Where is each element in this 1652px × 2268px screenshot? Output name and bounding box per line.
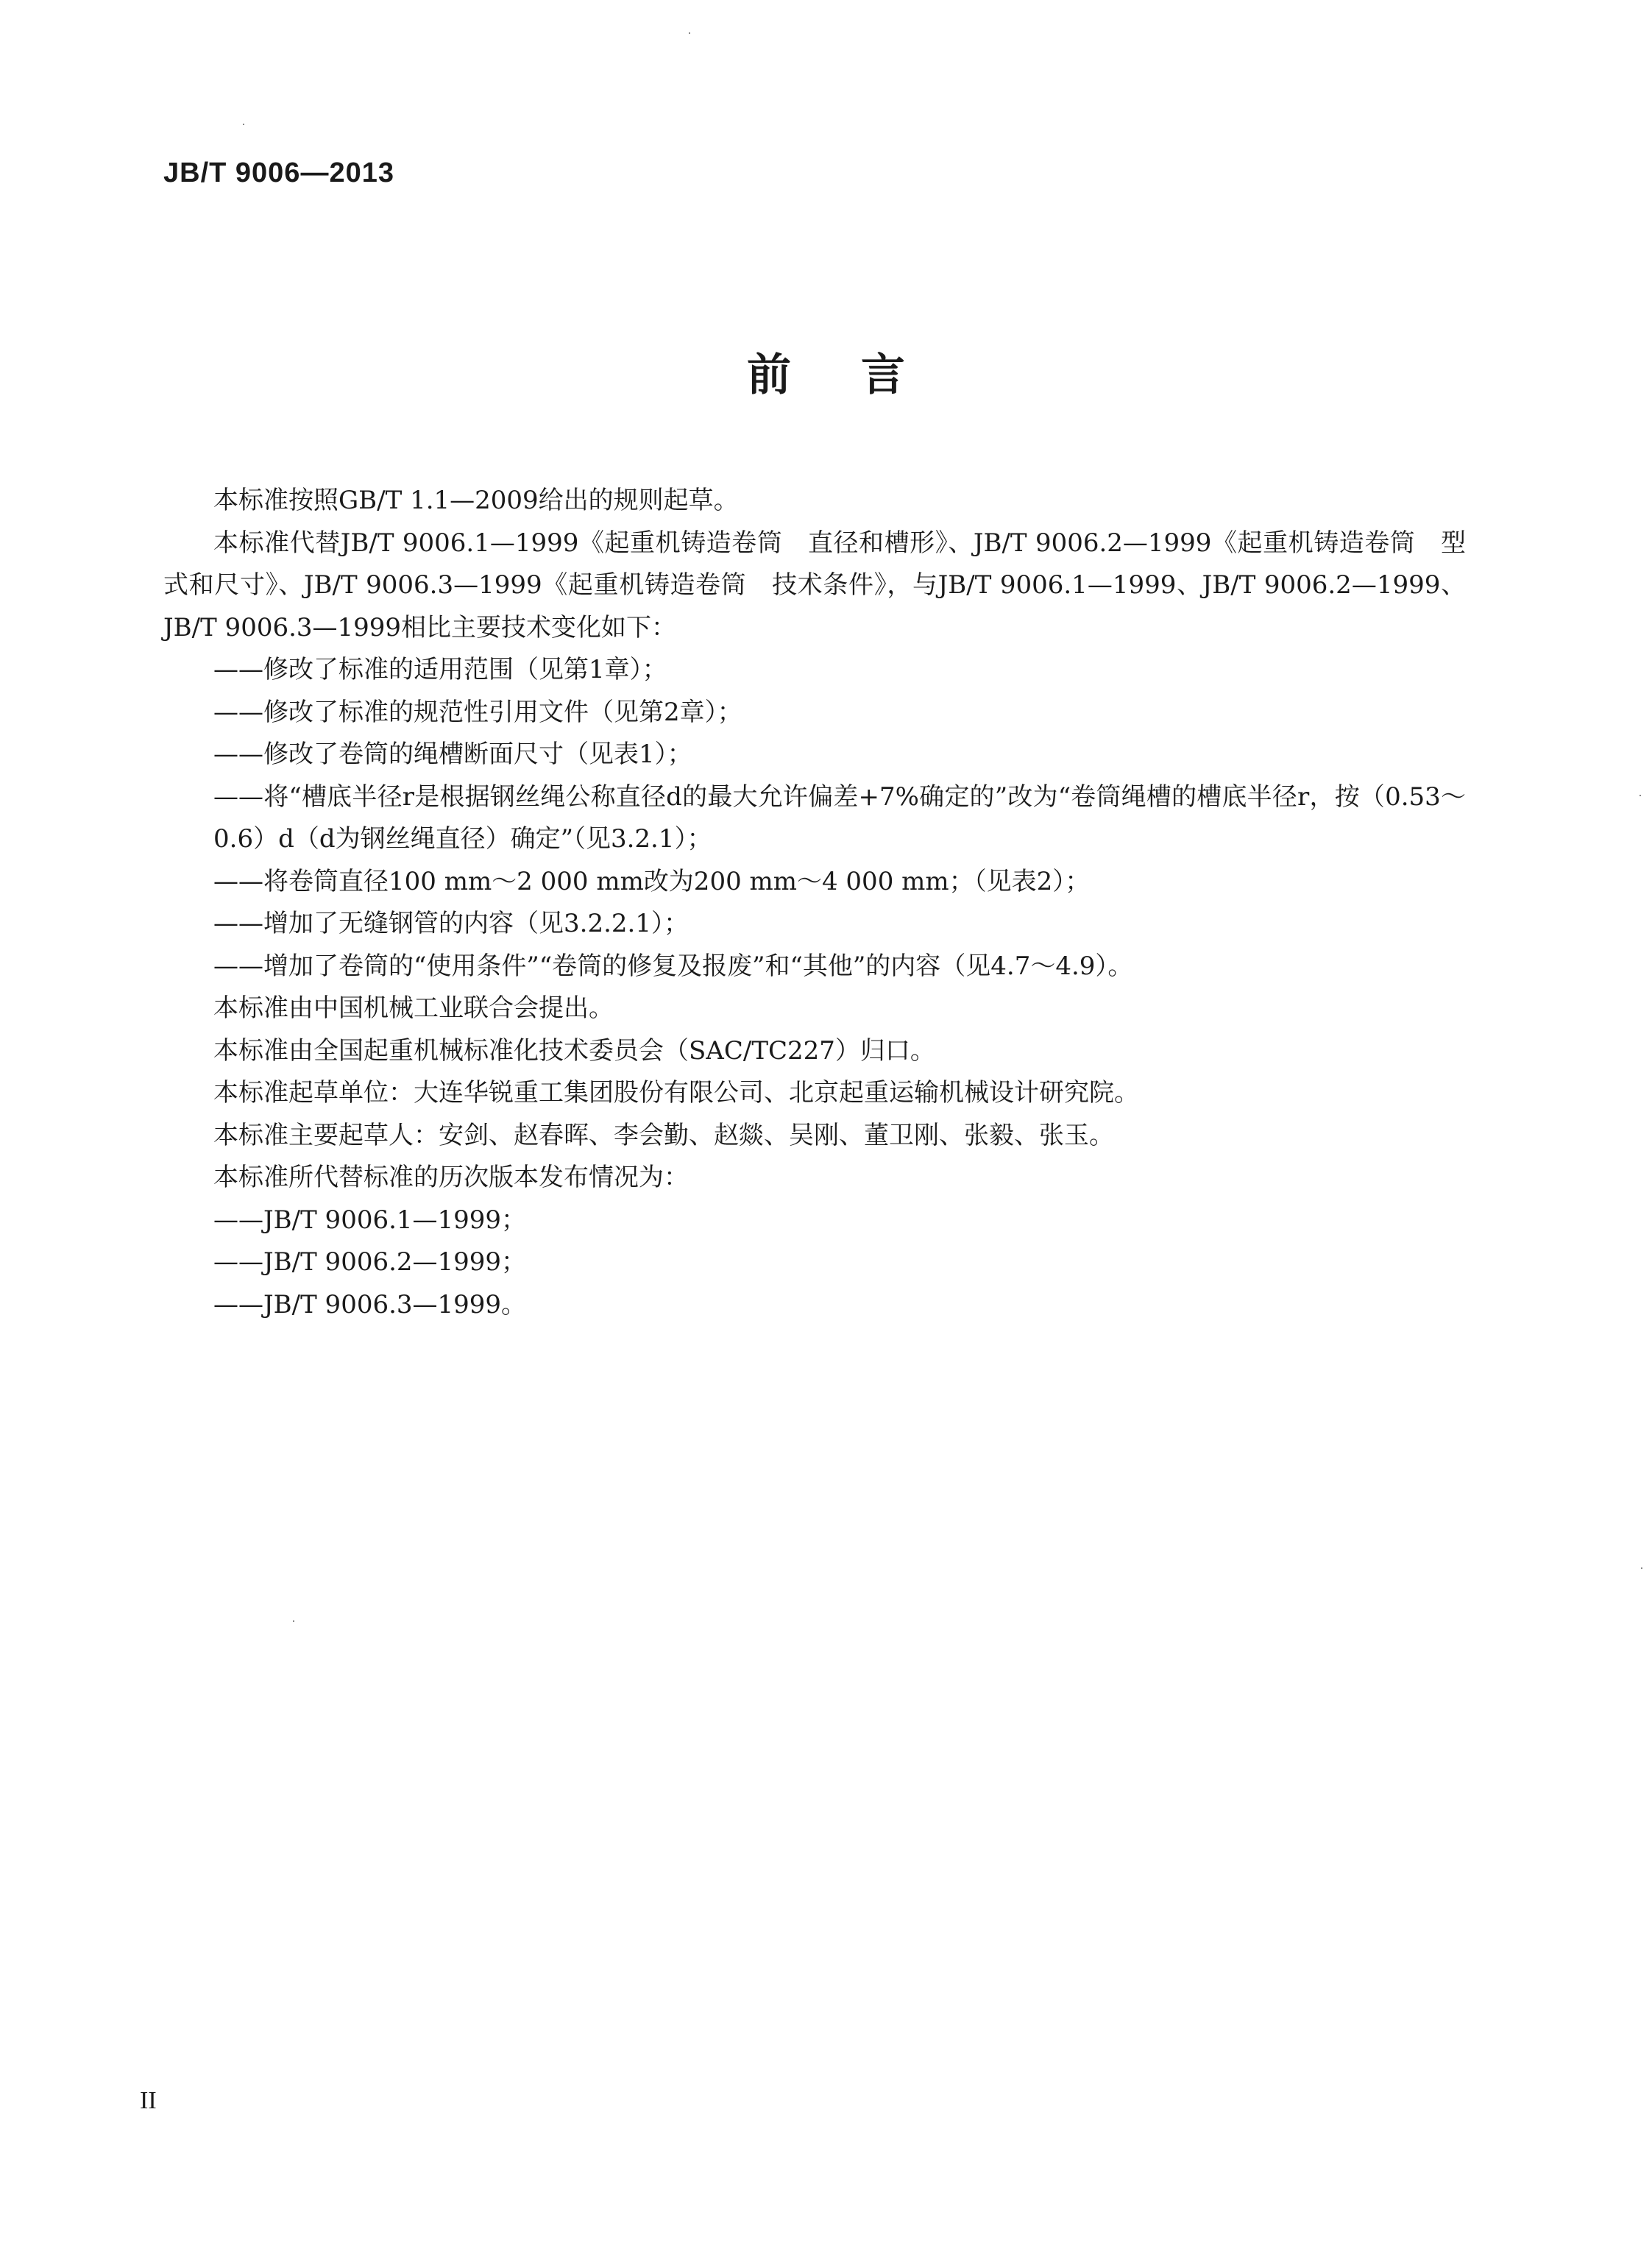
paragraph-drafters: 本标准主要起草人：安剑、赵春晖、李会勤、赵燚、吴刚、董卫刚、张毅、张玉。 (213, 1120, 1114, 1150)
change-item-scope: ——修改了标准的适用范围（见第1章）； (213, 655, 667, 684)
paragraph-history: 本标准所代替标准的历次版本发布情况为： (213, 1163, 689, 1192)
scan-speck (1639, 795, 1641, 796)
change-item-drum-diameter: ——将卷筒直径100 mm～2 000 mm改为200 mm～4 000 mm；（见表2）； (213, 866, 1091, 896)
change-item-references: ——修改了标准的规范性引用文件（见第2章）； (213, 697, 742, 727)
history-item-part3: ——JB/T 9006.3—1999。 (213, 1289, 527, 1319)
change-item-groove-section: ——修改了卷筒的绳槽断面尺寸（见表1）； (213, 740, 692, 769)
scan-speck (689, 32, 690, 34)
change-item-seamless-pipe: ——增加了无缝钢管的内容（见3.2.2.1）； (213, 909, 689, 938)
scan-speck (1641, 1567, 1642, 1569)
change-item-groove-radius: ——将“槽底半径r是根据钢丝绳公称直径d的最大允许偏差+7%确定的”改为“卷筒绳槽的槽底半径r，按（0.53～0.6）d（d为钢丝绳直径）确定”（见3.2.1）； (213, 782, 1466, 854)
paragraph-proposer: 本标准由中国机械工业联合会提出。 (213, 993, 614, 1023)
standard-code: JB/T 9006—2013 (163, 157, 394, 188)
history-item-part2: ——JB/T 9006.2—1999； (213, 1247, 527, 1277)
history-item-part1: ——JB/T 9006.1—1999； (213, 1205, 527, 1235)
paragraph-replacement: 本标准代替JB/T 9006.1—1999《起重机铸造卷筒 直径和槽形》、JB/T 9006.2—1999《起重机铸造卷筒 型式和尺寸》、JB/T 9006.3—1999《起重机铸造卷筒 技术条件》，与JB/T 9006.1—1999、JB/T 9006.2—1999、JB/T 9006.3—1999相比主要技术变化如下： (163, 528, 1466, 642)
foreword-body (163, 480, 1466, 1326)
page-title: 前言 (747, 350, 975, 401)
page-number: II (140, 2087, 157, 2114)
paragraph-drafting-rules: 本标准按照GB/T 1.1—2009给出的规则起草。 (213, 486, 739, 515)
paragraph-committee: 本标准由全国起重机械标准化技术委员会（SAC/TC227）归口。 (213, 1035, 935, 1066)
scan-speck (293, 1620, 294, 1622)
paragraph-drafting-units: 本标准起草单位：大连华锐重工集团股份有限公司、北京起重运输机械设计研究院。 (213, 1078, 1139, 1108)
change-item-usage-conditions: ——增加了卷筒的“使用条件”“卷筒的修复及报废”和“其他”的内容（见4.7～4.9）。 (213, 951, 1133, 981)
scan-speck (243, 124, 244, 125)
